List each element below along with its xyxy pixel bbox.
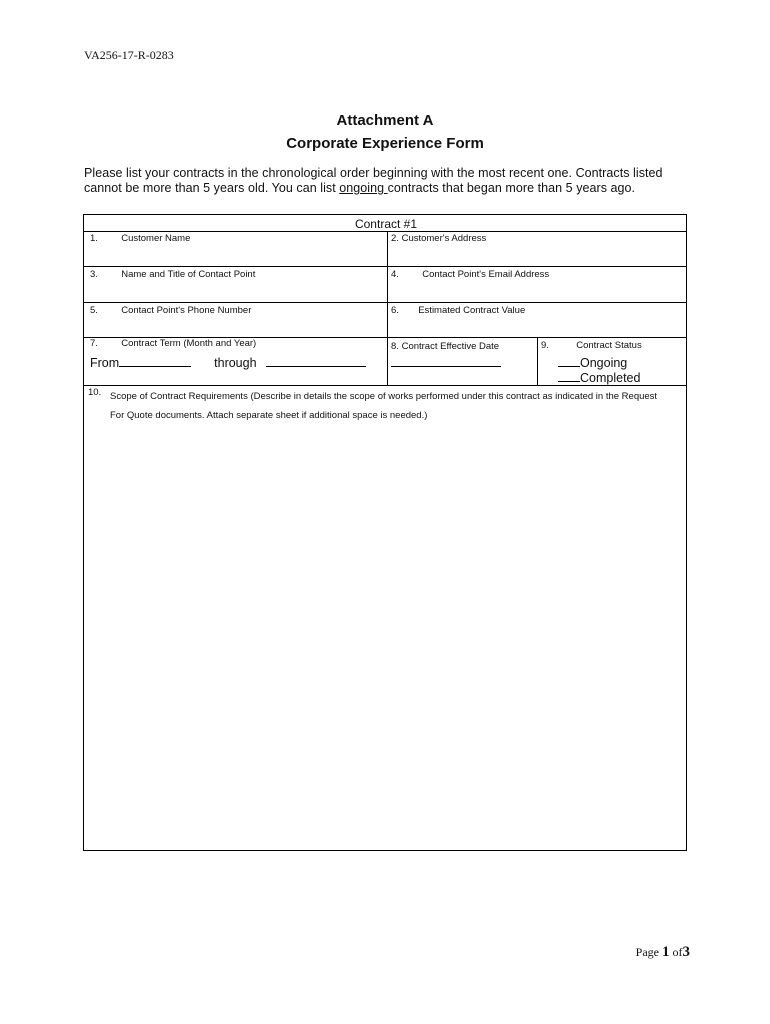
current-page: 1 <box>662 944 670 960</box>
term-input-row[interactable] <box>90 356 366 370</box>
field-label: Contact Point's Phone Number <box>121 305 252 316</box>
scope-label: Scope of Contract Requirements (Describe in details the scope of works performed under this contract as indicated in the Request <box>110 391 658 402</box>
intro-paragraph <box>84 166 684 196</box>
page-subtitle: Corporate Experience Form <box>286 135 484 152</box>
status-completed-option[interactable] <box>558 371 640 385</box>
field-label: Contract Effective Date <box>401 341 500 352</box>
field-number: 3. <box>90 269 98 280</box>
divider <box>84 385 686 386</box>
divider <box>84 302 686 303</box>
contract-form <box>83 214 687 851</box>
field-number: 2. <box>391 233 399 244</box>
intro-underlined: ongoing <box>339 181 388 195</box>
document-id: VA256-17-R-0283 <box>84 48 174 62</box>
field-number: 4. <box>391 269 399 280</box>
status-ongoing-option[interactable] <box>558 356 627 370</box>
field-number: 6. <box>391 305 399 316</box>
field-label: Estimated Contract Value <box>418 305 526 316</box>
field-number: 5. <box>90 305 98 316</box>
field-customer-address[interactable] <box>391 233 486 244</box>
field-effective-date <box>391 341 499 352</box>
field-contact-name-title[interactable] <box>90 269 255 280</box>
field-number: 8. <box>391 341 399 352</box>
effective-date-blank[interactable] <box>391 356 501 370</box>
term-through-blank[interactable] <box>266 356 366 367</box>
scope-field[interactable] <box>110 387 680 425</box>
status-ongoing-label: Ongoing <box>580 356 628 370</box>
divider <box>84 266 686 267</box>
field-customer-name[interactable] <box>90 233 190 244</box>
intro-text-before: Please list your contracts in the chronological order beginning with the most recent one. Contracts listed cannot be more than 5 years old. You can list <box>84 166 663 195</box>
term-from-label: From <box>90 356 120 370</box>
field-number: 1. <box>90 233 98 244</box>
divider <box>84 231 686 232</box>
field-label: Customer's Address <box>401 233 487 244</box>
status-completed-label: Completed <box>580 371 641 385</box>
field-label: Name and Title of Contact Point <box>121 269 256 280</box>
of-word: of <box>672 945 683 959</box>
total-pages: 3 <box>682 944 690 960</box>
field-contract-term <box>90 338 256 349</box>
field-label: Customer Name <box>121 233 191 244</box>
field-number: 9. <box>541 340 549 351</box>
field-contact-email[interactable] <box>391 269 549 280</box>
field-label: Contact Point's Email Address <box>422 269 550 280</box>
page-number <box>636 944 690 961</box>
field-label: Contract Term (Month and Year) <box>121 338 257 349</box>
field-contract-status <box>541 340 642 351</box>
scope-label-continued: For Quote documents. Attach separate sheet if additional space is needed.) <box>110 410 428 421</box>
page-word: Page <box>635 945 659 959</box>
field-contract-value[interactable] <box>391 305 525 316</box>
field-label: Contract Status <box>576 340 642 351</box>
divider <box>537 337 538 385</box>
field-contact-phone[interactable] <box>90 305 251 316</box>
term-through-label: through <box>214 356 257 370</box>
term-from-blank[interactable] <box>119 356 191 367</box>
intro-text-after: contracts that began more than 5 years ago. <box>387 181 636 195</box>
contract-heading: Contract #1 <box>354 217 418 231</box>
field-number: 7. <box>90 338 98 349</box>
page-title: Attachment A <box>336 112 434 129</box>
divider <box>387 231 388 385</box>
scope-number: 10. <box>88 387 102 398</box>
